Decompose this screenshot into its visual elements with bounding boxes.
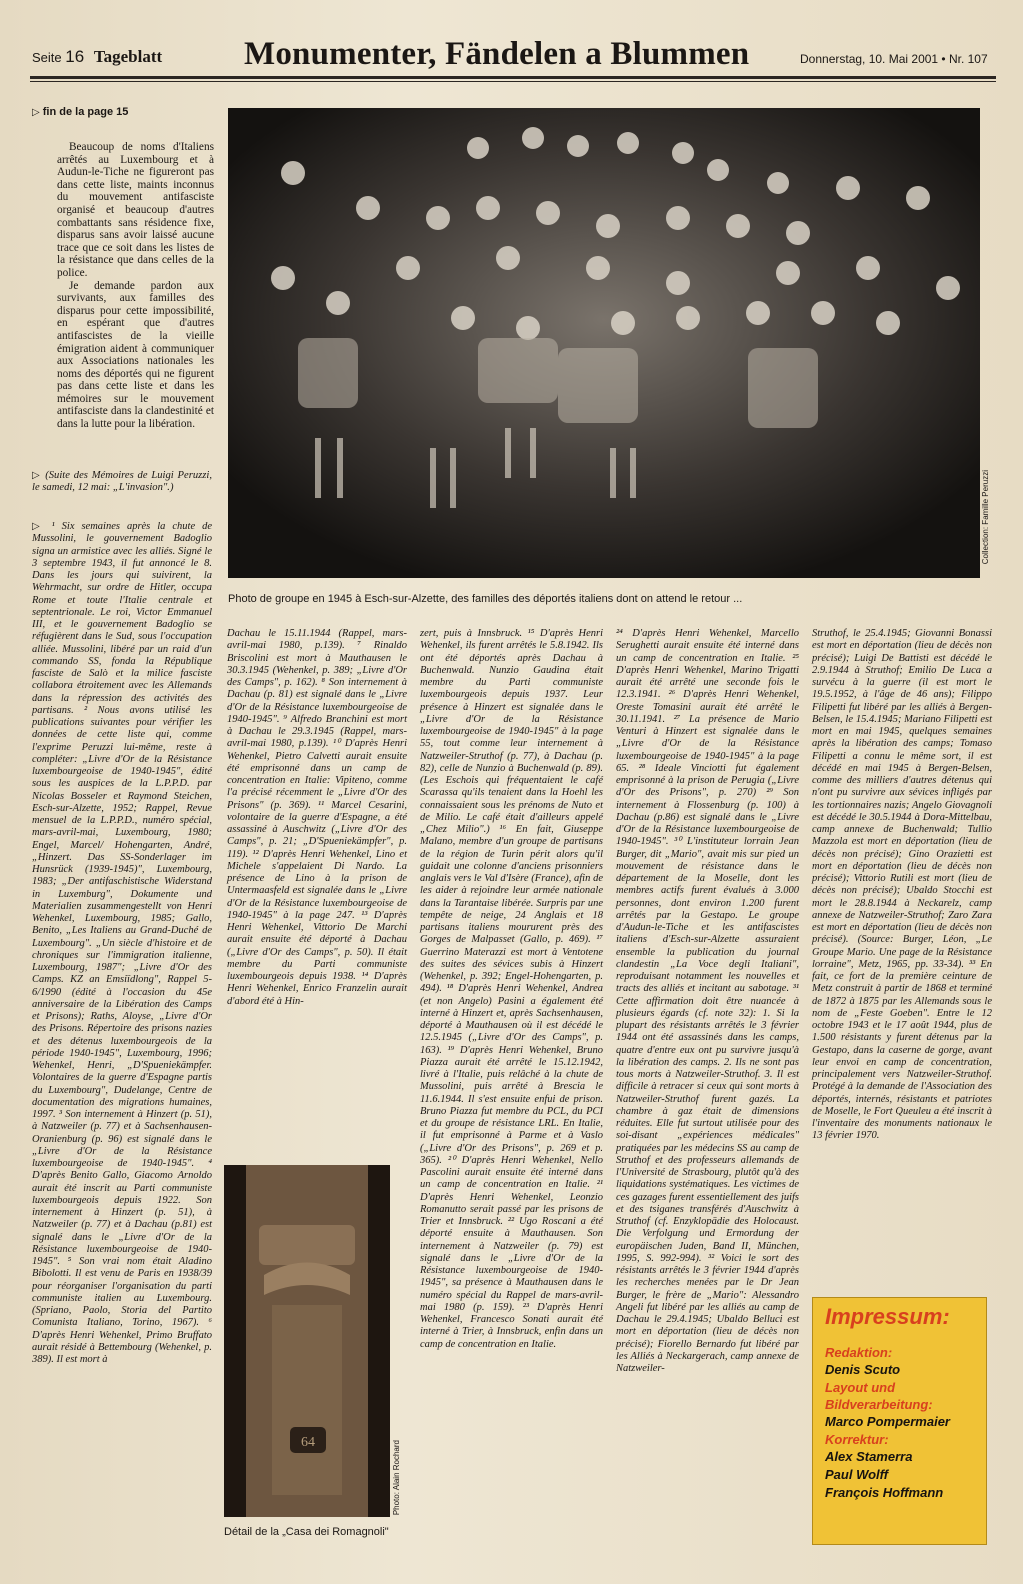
footnotes-column-2 (227, 628, 407, 1008)
korrektur-name: Alex Stamerra (825, 1449, 913, 1464)
footnotes-column-4 (616, 628, 799, 1375)
page-number: 16 (65, 47, 85, 66)
photo-credit: Collection: Famille Peruzzi (981, 470, 990, 565)
footnotes-text-4: ²⁴ D'après Henri Wehenkel, Marcello Serughetti aurait ensuite été interné dans un camp de concentration en Italie. ²⁵ D'après Henri Wehenkel, Marino Trigatti aurait été arrêté une seconde fois le 12.3.1941. ²⁶ D'après Henri Wehenkel, Oreste Tomasini aurait été arrêté le 30.11.1941. ²⁷ La présence de Mario Venturi à Hinzert est signalée dans le „Livre d'Or de la Résistance luxembourgeoise de 1940-1945" à la page 65. ²⁸ Ideale Vinciotti fut également emprisonné à la prison de Perugia („Livre d'Or des Prisons", p. 270) ²⁹ Son internement à Flossenburg (p. 100) à Dachau (p.86) est signalé dans le „Livre d'Or de la Résistance luxembourgeoise de 1940-1945". ³⁰ L'instituteur lorrain Jean Burger, dit „Mario", avait mis sur pied un mouvement de résistance dans le département de la Moselle, dont les membres actifs furent évalués à 3.000 personnes, dont environ 1.200 furent arrêtés par la Gestapo. Le groupe d'Audun-le-Tiche et les antifascistes italiens d'Esch-sur-Alzette assuraient ensemble la publication du journal clandestin „La Voce degli Italiani", reproduisant notamment les nouvelles et tracts des alliés et incitant au sabotage. ³¹ Cette affirmation doit être nuancée à plusieurs égards (cf. note 32): 1. Si la plupart des résistants arrêtés le 3 février 1944 ont été assassinés dans les camps, quatre d'entre eux ont pu survivre jusqu'à la libération des camps. 2. Ils ne sont pas tous morts à Natzweiler-Struthof. 3. Il est difficile à retracer si ceux qui sont morts à Natzweiler-Struthof furent gazés. La chambre à gaz était de dimensions réduites. Elle fut surtout utilisée pour des soi-disant „expériences médicales" pratiquées par les médecins SS au camp de Struthof et des professeurs allemands de l'Université de Strasbourg, plutôt qu'à des liquidations systématiques. Les victimes de ces gazages furent essentiellement des juifs et des tsiganes transférés d'Auschwitz à Struthof (cf. Enzyklopädie des Holocaust. Die Verfolgung und Ermordung der europäischen Juden, Band II, München, 1995, S. 992-994). ³² Voici le sort des résistants arrêtés le 3 février 1944 d'après les recherches menées par le Dr Jean Burger, le frère de „Mario": Alessandro Angeli fut libéré par les alliés au camp de Dachau le 29.4.1945; Ubaldo Belluci est mort en déportation (lieu de décès non précisé); Fiorello Bernardo fut libéré par les Alliés à Neckargerach, camp annexe de Natzweiler- (616, 628, 799, 1374)
svg-text:64: 64 (301, 1435, 315, 1450)
page-header-left (32, 47, 162, 67)
intro-paragraph-2: Je demande pardon aux survivants, aux familles des disparus pour cette impossibilité, en espérant que d'autres antifascistes de la vieille émigration aident à communiquer aux Associations nationales les noms des déportés qui ne figurent pas dans cette liste et dans les mémoires sur le mouvement antifasciste dans la clandestinité et dans la lutte pour la libération. (57, 279, 214, 431)
korrektur-name: François Hoffmann (825, 1485, 944, 1500)
impressum-title: Impressum: (825, 1304, 950, 1329)
footnotes-text-3: zert, puis à Innsbruck. ¹⁵ D'après Henri Wehenkel, ils furent arrêtés le 5.8.1942. Ils ont été déportés après Dachau à Buchenwald. Nunzio Gaudina était membre du Parti communiste luxembourgeois depuis 1937. Leur présence à Hinzert est signalée dans le „Livre d'Or de la Résistance luxembourgeoise de 1940-1945" à la page 55, tout comme leur internement à Natzweiler-Struthof (p. 77), à Dachau (p. 82), celle de Nunzio à Buchenwald (p. 89). (Les Eschois qui fréquentaient le café Scarassa qu'ils tenaient dans la Hoehl les connaissaient sous les prénoms de Nuto et de Milio. Le café était d'ailleurs appelé „Chez Milio".) ¹⁶ En fait, Giuseppe Malano, membre d'un groupe de partisans de la région de Turin périt alors qu'il guidait une colonne d'anciens prisonniers anglais vers le Val d'Isère (France), afin de les aider à rejoindre leur armée nationale dans la Tarantaise libérée. Surpris par une tempête de neige, 24 Anglais et 18 partisans italiens moururent près des Gorges de Malpasset (Gallo, p. 469). ¹⁷ Guerrino Materazzi est mort à Ventotene des suites des sévices subis à Hinzert (Wehenkel, p. 392; Engel-Hohengarten, p. 494). ¹⁸ D'après Henri Wehenkel, Andrea (et non Angelo) Pasini a également été interné à Hinzert et, après Sachsenhausen, déporté à Mauthausen où il est décédé le 12.5.1945 („Livre d'Or des Camps", p. 163). ¹⁹ D'après Henri Wehenkel, Bruno Piazza aurait été arrêté le 15.12.1942, livré à l'Italie, puis relâché à la chute de Mussolini, puis arrêté à Brescia le 11.6.1944. Il s'est ensuite enfui de prison. Bruno Piazza fut membre du PCL, du PCI et du groupe de résistance LRL. En Italie, il fut emprisonné à Parme et à Vaslo („Livre d'Or des Prisons", p. 269 et p. 365). ²⁰ D'après Henri Wehenkel, Nello Pascolini aurait ensuite été interné dans un camp de concentration en Italie. ²¹ D'après Henri Wehenkel, Leonzio Romanutto serait passé par les prisons de Trier et Innsbruck. ²² Ugo Roscani a été déporté ensuite à Mauthausen. Son internement à Natzweiler (p. 79) est signalé dans le „Livre d'Or de la Résistance luxembourgeoise de 1940-1945", sa présence à Mauthausen dans le numéro spécial du Rappel de mars-avril-mai 1980 (p. 159). ²³ D'après Henri Wehenkel, Francesco Sonati aurait été interné à Trier, à Innsbruck, enfin dans un camp de concentration en Italie. (420, 628, 603, 1350)
footnotes-column-3 (420, 628, 603, 1351)
layout-name: Marco Pompermaier (825, 1414, 950, 1429)
impressum-box (812, 1297, 987, 1545)
korrektur-label: Korrektur: (825, 1432, 889, 1447)
page-title: Monumenter, Fändelen a Blummen (244, 36, 750, 72)
detail-photo-image (224, 1165, 390, 1517)
triangle-icon: ▷ (32, 470, 46, 481)
detail-photo (224, 1165, 390, 1517)
korrektur-name: Paul Wolff (825, 1467, 889, 1482)
footnotes-column-5 (812, 628, 992, 1143)
footnotes-text-5: Struthof, le 25.4.1945; Giovanni Bonassi est mort en déportation (lieu de décès non précisé); Luigi De Battisti est décédé le 2.9.1944 à Struthof; Emilio De Luca a survécu à la guerre (il est mort le 19.5.1952, à l'âge de 46 ans); Filippo Filipetti fut libéré par les alliés à Bergen-Belsen, le 15.4.1945; Mariano Filipetti est mort en mai 1945, quelques semaines après la libération des camps; Tomaso Filipetti a connu le même sort, il est décédé en mai 1945 à Bergen-Belsen, comme des milliers d'autres détenus qui n'ont pu survivre aux sévices infligés par les tortionnaires nazis; Angelo Giovagnoli est décédé le 30.5.1944 à Dora-Mittelbau, camp annexe de Buchenwald; Tullio Mazzola est mort en déportation (lieu de décès non précisé); Gino Orazietti est mort en déportation (lieu de décès non précisé); Vittorio Rutili est mort (lieu de décès non précisé); Ubaldo Stocchi est mort le 28.8.1944 à Neckarelz, camp annexe de Natzweiler-Struthof; Zaro Zara est mort en déportation (lieu de décès non précisé). (Source: Burger, Léon, „Le Groupe Mario. Une page de la Résistance lorraine", Metz, 1965, pp. 33-34). ³³ En fait, ce fort de la première ceinture de Metz construit à partir de 1868 et terminé de 1872 à 1875 par les Allemands sous le nom de „Feste Goeben". Entre le 12 octobre 1943 et le 17 août 1944, plus de 1.500 résistants y furent détenus par la Gestapo, dans la caserne de gorge, avant leur envoi en camp de concentration, principalement vers Natzweiler-Struthof. Protégé à la demande de l'Association des déportés, internés, résistants et patriotes de Moselle, le Fort Queuleu a été inscrit à l'inventaire des monuments nationaux le 13 février 1970. (812, 628, 992, 1142)
footnotes-column-1 (32, 521, 212, 1366)
continuation-note (32, 106, 128, 118)
intro-paragraph-1: Beaucoup de noms d'Italiens arrêtés au Luxembourg et à Audun-le-Tiche ne figureront pas dans cette liste, maints inconnus du mouvement antifasciste organisé et beaucoup d'autres combattants sans résidence fixe, disparus sans avoir laissé aucune trace que ce soit dans les listes de la résistance que dans celles de la police. (57, 141, 214, 279)
suite-note (32, 470, 212, 494)
continuation-text: fin de la page 15 (42, 106, 129, 118)
redaktion-label: Redaktion: (825, 1345, 893, 1360)
triangle-icon: ▷ (32, 521, 52, 532)
suite-text: (Suite des Mémoires de Luigi Peruzzi, le samedi, 12 mai: „L'invasion".) (32, 470, 212, 494)
detail-photo-caption: Détail de la „Casa dei Romagnoli" (224, 1526, 389, 1538)
group-photo-image (228, 108, 980, 578)
newspaper-brand: Tageblatt (93, 47, 163, 66)
page-label: Seite (32, 50, 62, 65)
triangle-icon: ▷ (32, 107, 40, 118)
dateline: Donnerstag, 10. Mai 2001 • Nr. 107 (800, 52, 988, 66)
header-rule-thin (30, 81, 996, 82)
layout-label: Layout und (825, 1380, 896, 1395)
footnotes-text-1: ¹ Six semaines après la chute de Mussolini, le gouvernement Badoglio signa un armistice avec les alliés. Signé le 3 septembre 1943, il fut annoncé le 8. Dans les jours qui suivirent, la Wehrmacht, sur ordre de Hitler, occupa Rome et toute l'Italie centrale et septentrionale. Le roi, Victor Emmanuel III, et le gouvernement Badoglio se réfugièrent dans le Sud, sous l'occupation alliée. Mussolini, libéré par un raid d'un commando SS, fonda la République fasciste de Salò et la milice fasciste collabora étroitement avec les Allemands dans la répression des activités des partisans. ² Nous avons utilisé les publications suivantes pour vérifier les données de cette liste qui, comme l'exprime Peruzzi lui-même, reste à compléter: „Livre d'Or de la Résistance luxembourgeoise de 1940-1945", édité sous les auspices de la L.P.P.D. par Nicolas Bosseler et Raymond Steichen, Esch-sur-Alzette, 1952; Rappel, Revue mensuel de la L.P.P.D., numéro spécial, mars-avril-mai, Luxembourg, 1980; Engel, Marcel/ Hohengarten, André, „Hinzert. Das SS-Sonderlager im Hunsrück (1939-1945)", Luxembourg, 1983; „Der antifaschistische Widerstand in Luxemburg", Dokumente und Materialien zusammengestellt von Henri Wehenkel, Luxembourg, 1985; Gallo, Benito, „Les Italiens au Grand-Duché de Luxembourg". „Un siècle d'histoire et de chroniques sur l'immigration italienne, Luxembourg, 1987"; „Livre d'Or des Camps. KZ an Emsiïdlong", Rappel 5-6/1990 (édité à l'occasion du 45e anniversaire de la Libération des Camps et Prisons); Raths, Aloyse, „Livre d'Or des Prisons. Répertoire des prisons nazies et des détenus luxembourgeois de la période 1940-1945", Luxembourg, 1996; Wehenkel, Henri, „D'Spueniekämpfer. Volontaires de la guerre d'Espagne partis du Luxembourg", Dudelange, Centre de documentation des migrations humaines, 1997. ³ Son internement à Hinzert (p. 51), à Natzweiler (p. 77) et à Sachsenhausen-Oranienburg (p. 96) est signalé dans le „Livre d'Or de la Résistance luxembourgeoise de 1940-1945". ⁴ D'après Benito Gallo, Giacomo Arnoldo aurait été inscrit au Parti communiste luxembourgeois depuis 1922. Son internement à Hinzert (p. 51), à Natzweiler (p. 77) et à Dachau (p.81) est signalé dans le „Livre d'Or de la Résistance luxembourgeoise de 1940-1945". ⁵ Son vrai nom était Aladino Bibolotti. Il est venu de Paris en 1938/39 pour réorganiser l'organisation du parti communiste italien au Luxembourg. (Spriano, Paolo, Storia del Partito Comunista Italiano, Torino, 1967). ⁶ D'après Henri Wehenkel, Primo Bruffato aurait résidé à Bettembourg (Wehenkel, p. 389). Il est mort à (32, 521, 212, 1365)
bildverarbeitung-label: Bildverarbeitung: (825, 1397, 933, 1412)
redaktion-name: Denis Scuto (825, 1362, 901, 1377)
photo-caption: Photo de groupe en 1945 à Esch-sur-Alzette, des familles des déportés italiens dont on attend le retour ... (228, 593, 743, 605)
group-photo (228, 108, 980, 578)
header-rule (30, 76, 996, 79)
intro-text (57, 141, 214, 431)
footnotes-text-2: Dachau le 15.11.1944 (Rappel, mars-avril-mai 1980, p.139). ⁷ Rinaldo Briscolini est mort à Mauthausen le 30.3.1945 (Wehenkel, p. 389; „Livre d'Or des Camps", p. 162). ⁸ Son internement à Dachau (p. 81) est signalé dans le „Livre d'Or de la Résistance luxembourgeoise de 1940-1945". ⁹ Alfredo Branchini est mort à Dachau le 29.3.1945 (Rappel, mars-avril-mai 1980, p.139). ¹⁰ D'après Henri Wehenkel, Pietro Calvetti aurait ensuite été emprisonné dans un camp de concentration en Italie: Vipiteno, comme l'a précisé récemment le „Livre d'Or des Prisons" (p. 369). ¹¹ Marcel Cesarini, volontaire de la guerre d'Espagne, a été assassiné à Auschwitz („Livre d'Or des Camps", p. 21; „D'Spueniekämpfer", p. 119). ¹² D'après Henri Wehenkel, Lino et Michele s'appelaient Di Nardo. La présence de Lino à la prison de Untermaasfeld est signalée dans le „Livre d'Or de la Résistance luxembourgeoise de 1940-1945" à la page 247. ¹³ D'après Henri Wehenkel, Vittorio De Marchi aurait ensuite été déporté à Dachau („Livre d'Or des Camps", p. 50). Il était membre du Parti communiste luxembourgeois depuis 1938. ¹⁴ D'après Henri Wehenkel, Enrico Franzelin aurait d'abord été à Hin- (227, 628, 407, 1007)
detail-photo-credit: Photo: Alain Rochard (392, 1440, 401, 1516)
